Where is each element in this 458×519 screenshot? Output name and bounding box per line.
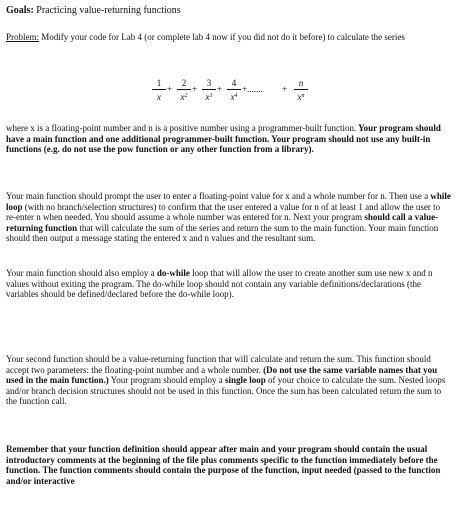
bold-run: do-while bbox=[156, 268, 190, 278]
series-term-3 bbox=[202, 78, 216, 103]
series-term-2 bbox=[177, 78, 191, 103]
goals-text: Practicing value-returning functions bbox=[33, 5, 181, 16]
text-run: Your main function should prompt the user to enter a floating-point value for x and a whole number for n. Then use a bbox=[6, 191, 431, 201]
series-term-1 bbox=[152, 78, 166, 103]
bold-run: while loop bbox=[6, 191, 451, 212]
term-numerator: 2 bbox=[177, 78, 191, 90]
text-run: Your second function should be a value-returning function that will calculate and return the sum. This function should accept two parameters: the floating-point number and a whole number. bbox=[6, 354, 431, 375]
term-numerator: n bbox=[294, 78, 308, 90]
series-term-n bbox=[294, 78, 308, 103]
plus-sign: + bbox=[282, 84, 288, 94]
bold-run: should call a value-returning function bbox=[6, 212, 439, 233]
series-formula bbox=[152, 78, 322, 108]
series-term-4 bbox=[227, 78, 241, 103]
term-numerator: 3 bbox=[202, 78, 216, 90]
requirements-bold: Your program should have a main function and one additional programmer-built function. Your program should not use any built-in functions (e.g. do not use the pow function or any other function from a library). bbox=[6, 123, 441, 154]
plus-sign: + bbox=[167, 84, 173, 94]
paragraph-main-function bbox=[6, 191, 452, 244]
paragraph-remember: Remember that your function definition should appear after main and your program should contain the usual introductory comments at the beginning of the file plus comments specific to the function immediately before the function. The function comments should contain the purpose of the function, input needed (passed to the function and/or interactive bbox=[6, 444, 441, 486]
term-denominator: $x^2$ bbox=[180, 92, 188, 102]
text-run: (with no branch/selection structures) to confirm that the user entered a value for n of at least 1 and allow the user to re-enter n when needed. You should assume a whole number was entered for n. Next your program bbox=[6, 201, 441, 222]
term-denominator: $x^4$ bbox=[230, 92, 238, 102]
problem-label: Problem: bbox=[6, 32, 39, 42]
paragraph-requirements bbox=[6, 123, 452, 155]
requirements-text: where x is a floating-point number and n is a positive number using a programmer-built function. bbox=[6, 123, 357, 133]
problem-statement bbox=[6, 32, 426, 43]
plus-sign: + bbox=[192, 84, 198, 94]
paragraph-do-while bbox=[6, 268, 452, 300]
ellipsis-sign: +....... bbox=[242, 84, 263, 94]
problem-text: Modify your code for Lab 4 (or complete lab 4 now if you did not do it before) to calculate the series bbox=[39, 32, 405, 42]
goals-label: Goals: bbox=[6, 5, 34, 16]
text-run: loop that will allow the user to create another sum use new x and n values without exiting the program. The do-while loop should not contain any variable definitions/declarations (the variables should be defined/declared before the do-while loop). bbox=[6, 268, 433, 299]
bold-run: (Do not use the same variable names that you used in the main function.) bbox=[6, 364, 438, 385]
goals-line bbox=[6, 6, 181, 17]
bold-run: single loop bbox=[225, 375, 266, 385]
text-run: of your choice to calculate the sum. Nested loops and/or branch decision structures should not be used in this function. Once the sum has been calculated return the sum to the function call. bbox=[6, 375, 446, 406]
plus-sign: + bbox=[217, 84, 223, 94]
term-denominator: $x^3$ bbox=[205, 92, 213, 102]
text-run: Your program should employ a bbox=[108, 375, 226, 385]
term-numerator: 4 bbox=[227, 78, 241, 90]
paragraph-second-function bbox=[6, 354, 452, 407]
term-numerator: 1 bbox=[152, 78, 166, 90]
term-denominator: x bbox=[157, 92, 161, 102]
text-run: that will calculate the sum of the series and return the sum to the main function. Your main function should then output a message stating the entered x and n values and the resultant sum. bbox=[6, 222, 439, 243]
term-denominator: $x^n$ bbox=[297, 92, 305, 102]
text-run: Your main function should also employ a bbox=[6, 268, 157, 278]
